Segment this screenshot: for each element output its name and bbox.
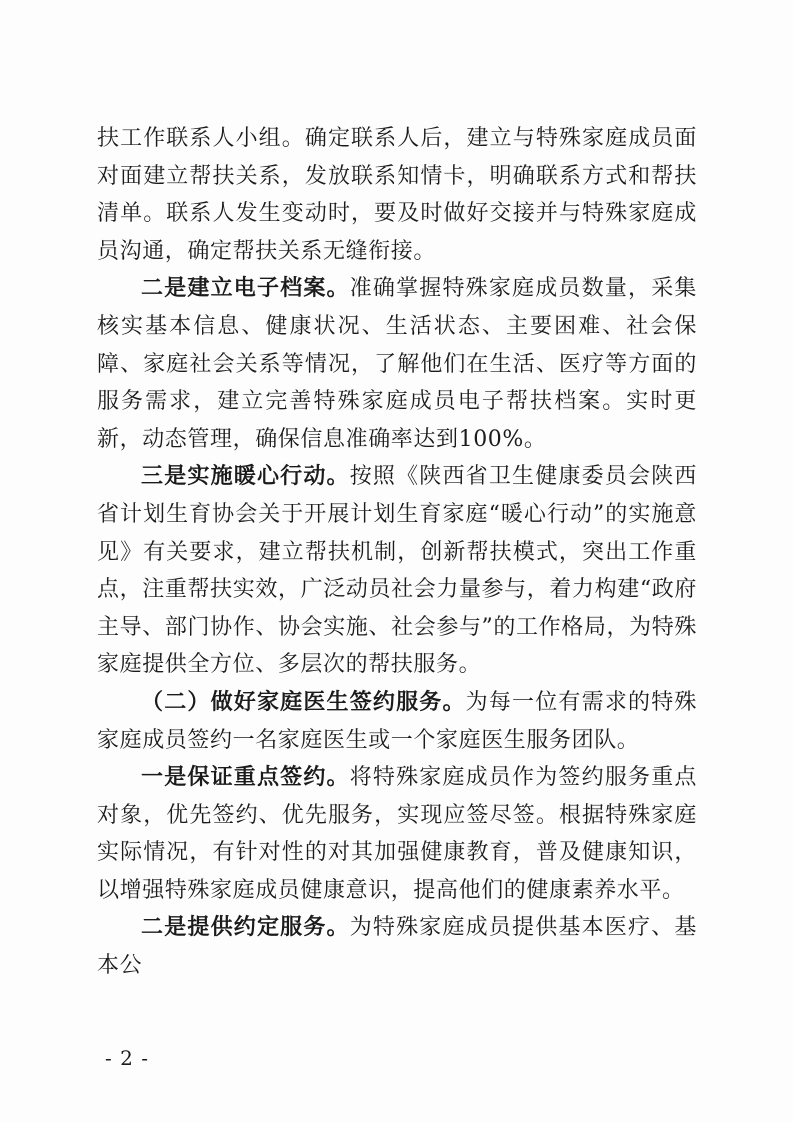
paragraph-warm-heart-action: [97, 458, 697, 684]
paragraph-text: 为每一位有需求的特殊家庭成员签约一名家庭医生或一个家庭医生服务团队。: [97, 689, 697, 753]
paragraph-text: 为特殊家庭成员提供基本医疗、基本公: [97, 915, 697, 979]
paragraph-key-signing: [97, 759, 697, 909]
body-text: [97, 120, 697, 985]
paragraph-heading: 三是实施暖心行动。: [141, 463, 350, 490]
paragraph-text: 将特殊家庭成员作为签约服务重点对象，优先签约、优先服务，实现应签尽签。根据特殊家庭实际情况，有针对性的对其加强健康教育，普及健康知识，以增强特殊家庭成员健康意识，提高他们的健康素养水平。: [97, 765, 697, 903]
paragraph-heading: 二是建立电子档案。: [141, 275, 350, 302]
page-number: - 2 -: [105, 1046, 149, 1070]
paragraph-text: 扶工作联系人小组。确定联系人后，建立与特殊家庭成员面对面建立帮扶关系，发放联系知情卡，明确联系方式和帮扶清单。联系人发生变动时，要及时做好交接并与特殊家庭成员沟通，确定帮扶关系无缝衔接。: [97, 126, 697, 264]
paragraph-agreed-services: [97, 909, 697, 984]
section-heading: （二）做好家庭医生签约服务。: [141, 688, 466, 715]
paragraph-section-two: [97, 684, 697, 759]
paragraph-text: 按照《陕西省卫生健康委员会陕西省计划生育协会关于开展计划生育家庭“暖心行动”的实施意见》有关要求，建立帮扶机制，创新帮扶模式，突出工作重点，注重帮扶实效，广泛动员社会力量参与，着力构建“政府主导、部门协作、协会实施、社会参与”的工作格局，为特殊家庭提供全方位、多层次的帮扶服务。: [97, 464, 697, 678]
paragraph-heading: 二是提供约定服务。: [141, 914, 350, 941]
paragraph-continuation: [97, 120, 697, 270]
paragraph-heading: 一是保证重点签约。: [141, 764, 350, 791]
paragraph-electronic-records: [97, 270, 697, 458]
paragraph-text: 准确掌握特殊家庭成员数量，采集核实基本信息、健康状况、生活状态、主要困难、社会保障、家庭社会关系等情况，了解他们在生活、医疗等方面的服务需求，建立完善特殊家庭成员电子帮扶档案。实时更新，动态管理，确保信息准确率达到100%。: [97, 276, 697, 452]
